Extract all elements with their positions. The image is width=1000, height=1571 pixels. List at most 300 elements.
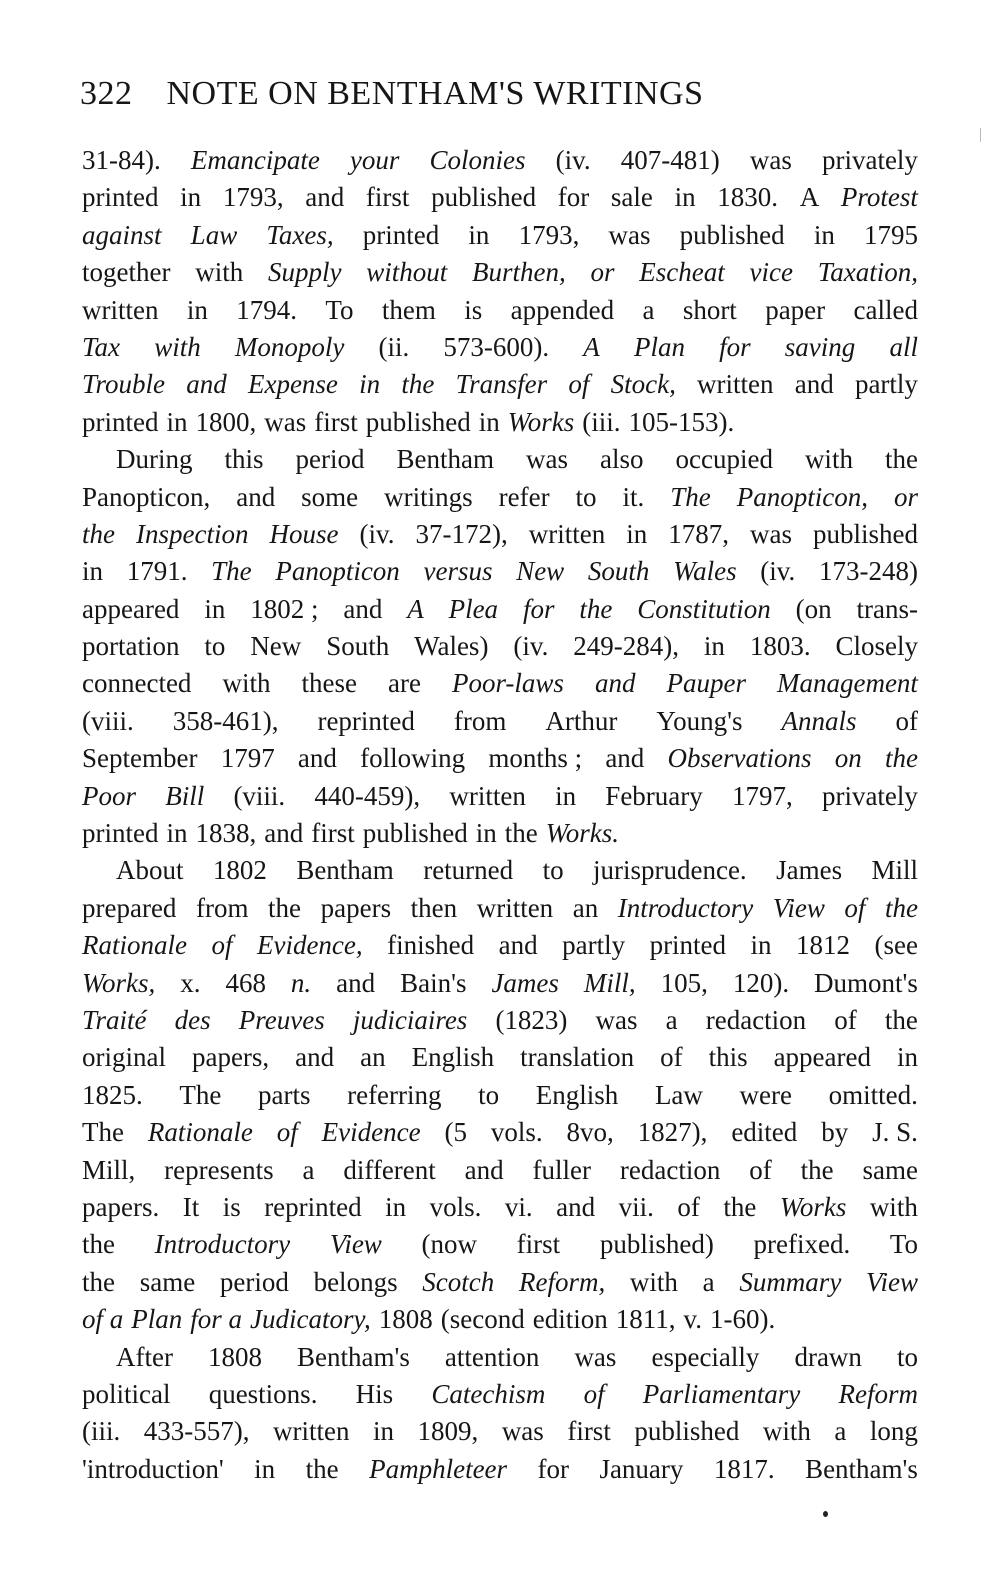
word: also <box>599 444 644 475</box>
text-line <box>82 1301 918 1338</box>
word: was <box>264 406 307 437</box>
word: 1838, <box>195 818 257 849</box>
word: was <box>608 219 651 250</box>
word: published) <box>599 1229 714 1260</box>
word: South <box>326 631 390 662</box>
word: (iii. <box>582 406 621 437</box>
italic-word: in <box>359 369 381 400</box>
word: 1817. <box>713 1453 775 1484</box>
word: (on <box>795 593 832 624</box>
word: then <box>410 892 458 923</box>
word: the <box>305 1453 339 1484</box>
word: Wales) <box>414 631 489 662</box>
word: Bentham's <box>805 1453 918 1484</box>
word: the <box>82 1266 115 1297</box>
word: them <box>381 294 436 325</box>
word: it. <box>622 481 645 512</box>
word: of <box>660 1042 683 1073</box>
word: Bentham's <box>297 1341 410 1372</box>
italic-word: The <box>211 556 252 587</box>
word: and <box>264 818 304 849</box>
italic-word: Plan <box>131 1304 183 1335</box>
word: written <box>82 294 159 325</box>
word: is <box>464 294 483 325</box>
word: Bentham <box>296 855 394 886</box>
word: in <box>703 631 725 662</box>
page-number: 322 <box>80 75 133 112</box>
word: papers <box>320 892 392 923</box>
word: and <box>556 1191 596 1222</box>
italic-word: Wales <box>673 556 737 587</box>
word: and <box>236 481 276 512</box>
text-line <box>82 890 918 927</box>
word: to <box>204 631 226 662</box>
word: and <box>498 930 538 961</box>
word: 31-84). <box>82 145 161 175</box>
italic-word: View <box>866 1266 918 1297</box>
word: vols. <box>490 1117 543 1148</box>
word: a <box>834 1416 847 1447</box>
word: paper <box>765 294 826 325</box>
word: J. S. <box>872 1117 918 1148</box>
word: 37-172), <box>415 518 508 549</box>
word: with <box>869 1191 918 1222</box>
word: September <box>82 743 198 774</box>
word: to <box>542 855 564 886</box>
word: 249-284), <box>573 631 679 662</box>
word: (5 <box>444 1117 467 1148</box>
word: questions. <box>208 1378 318 1409</box>
word: vii. <box>618 1191 654 1222</box>
word: Bentham <box>396 444 494 475</box>
margin-mark <box>980 128 981 142</box>
italic-word: Taxation, <box>817 257 918 288</box>
word: papers. <box>82 1191 160 1222</box>
italic-word: Mill, <box>583 967 636 998</box>
word: written <box>697 369 774 400</box>
word: the <box>723 1191 757 1222</box>
word: During <box>116 444 193 475</box>
word: 1793, <box>222 182 284 213</box>
word: a <box>642 294 655 325</box>
word: 1797 <box>220 743 275 774</box>
italic-word: House <box>269 518 339 549</box>
word: 1803. <box>749 631 811 662</box>
word: in <box>674 182 696 213</box>
word: together <box>82 257 171 288</box>
word: was <box>574 1341 617 1372</box>
word: January <box>599 1453 684 1484</box>
text-line <box>82 142 918 179</box>
word: (iv. <box>513 631 549 662</box>
italic-word: Panopticon, <box>736 481 868 512</box>
page-title: NOTE ON BENTHAM'S WRITINGS <box>166 75 704 112</box>
word: was <box>501 1416 544 1447</box>
italic-word: the <box>884 743 918 774</box>
word: partly <box>562 930 626 961</box>
italic-word: Introductory <box>154 1229 291 1260</box>
word: Closely <box>835 631 918 662</box>
word: 1811, <box>615 1304 676 1335</box>
word: jurisprudence. <box>592 855 747 886</box>
word: prefixed. <box>753 1229 851 1260</box>
italic-word: Tax <box>82 331 121 362</box>
word: in <box>750 930 772 961</box>
word: in <box>166 818 188 849</box>
word: writings <box>384 481 473 512</box>
italic-word: for a <box>190 1304 243 1335</box>
word: redaction <box>705 1004 807 1035</box>
italic-word: Panopticon <box>275 556 400 587</box>
italic-word: against <box>82 219 162 250</box>
word: February <box>605 780 703 811</box>
word: Dumont's <box>814 967 918 998</box>
word: in <box>204 593 226 624</box>
word: papers, <box>191 1042 270 1073</box>
italic-word: of <box>844 892 866 923</box>
word: 1808 <box>208 1341 262 1372</box>
word: (iv. <box>359 518 395 549</box>
word: attention <box>444 1341 540 1372</box>
text-line <box>82 217 918 254</box>
word: reprinted <box>264 1191 362 1222</box>
word: with <box>195 257 244 288</box>
word: 573-600). <box>443 331 550 362</box>
text-line <box>82 665 918 702</box>
italic-word: Poor-laws <box>451 668 564 699</box>
word: of <box>677 1191 700 1222</box>
text-line <box>82 1039 918 1076</box>
text-line <box>82 628 918 665</box>
word: and <box>794 369 834 400</box>
italic-word: des <box>174 1004 211 1035</box>
word: printed <box>649 930 727 961</box>
word: and <box>305 182 345 213</box>
word: written <box>273 1416 350 1447</box>
word: for <box>557 182 590 213</box>
word: partly <box>854 369 918 400</box>
word: written <box>449 780 526 811</box>
italic-word: A <box>407 593 424 624</box>
word: 'introduction' <box>82 1453 224 1484</box>
word: with <box>804 444 853 475</box>
text-line <box>82 927 918 964</box>
word: this <box>708 1042 748 1073</box>
word: this <box>224 444 264 475</box>
word: To <box>889 1229 918 1260</box>
word: (see <box>874 930 918 961</box>
italic-word: n. <box>290 967 312 998</box>
word: in <box>896 1042 918 1073</box>
text-line <box>82 815 918 852</box>
word: x. <box>180 967 201 998</box>
word: (iii. <box>82 1416 121 1447</box>
italic-word: Evidence, <box>256 930 363 961</box>
word: trans- <box>856 593 918 624</box>
word: by <box>821 1117 849 1148</box>
italic-word: of <box>583 1378 605 1409</box>
text-line <box>82 1264 918 1301</box>
word: 1800, <box>195 406 257 437</box>
text-line <box>82 1413 918 1450</box>
word: 105, <box>660 967 708 998</box>
word: referring <box>347 1079 442 1110</box>
word: published <box>362 818 468 849</box>
word: (second <box>440 1304 525 1335</box>
italic-word: and <box>186 369 227 400</box>
text-line <box>82 1376 918 1413</box>
word: and <box>295 1042 335 1073</box>
word: period <box>295 444 365 475</box>
word: printed <box>82 818 159 849</box>
italic-word: Annals <box>781 705 857 736</box>
word: (iv. <box>760 556 796 587</box>
word: and <box>336 967 376 998</box>
word: connected <box>82 668 192 699</box>
word: redaction <box>619 1154 721 1185</box>
word: 1-60). <box>709 1304 776 1335</box>
word: English <box>411 1042 495 1073</box>
italic-word: Emancipate <box>190 145 320 175</box>
word: original <box>82 1042 166 1073</box>
italic-word: or <box>590 257 615 288</box>
word: vi. <box>504 1191 533 1222</box>
word: Young's <box>656 705 743 736</box>
word: 1794. <box>236 294 297 325</box>
word: James <box>776 855 843 886</box>
text-line <box>82 1189 918 1226</box>
word: appeared <box>773 1042 871 1073</box>
italic-word: A <box>583 331 600 362</box>
text-line <box>82 852 918 889</box>
word: first <box>365 182 410 213</box>
word: appended <box>510 294 615 325</box>
italic-word: on <box>834 743 862 774</box>
word: written <box>476 892 554 923</box>
italic-word: and <box>594 668 636 699</box>
word: were <box>739 1079 793 1110</box>
text-line <box>82 404 918 441</box>
word: (iv. <box>555 145 591 175</box>
word: and <box>343 593 383 624</box>
word: 1797, <box>731 780 793 811</box>
italic-word: the <box>579 593 613 624</box>
text-line <box>82 1451 918 1488</box>
italic-word: Expense <box>247 369 338 400</box>
word: from <box>453 705 507 736</box>
word: in <box>385 1191 407 1222</box>
word: months ; <box>488 743 583 774</box>
word: finished <box>387 930 475 961</box>
text-line <box>82 1002 918 1039</box>
word: 433-557), <box>143 1416 250 1447</box>
word: published <box>634 1416 740 1447</box>
word: a <box>302 1154 315 1185</box>
word: same <box>862 1154 918 1185</box>
italic-word: Introductory <box>617 892 754 923</box>
word: short <box>682 294 737 325</box>
italic-word: Judicatory, <box>250 1304 371 1335</box>
word: the <box>884 1004 918 1035</box>
word: with <box>222 668 271 699</box>
italic-word: of <box>568 369 590 400</box>
italic-word: Catechism <box>431 1378 546 1409</box>
word: in <box>555 780 577 811</box>
word: 440-459), <box>314 780 421 811</box>
italic-word: saving <box>784 331 856 362</box>
word: To <box>325 294 354 325</box>
word: of <box>834 1004 857 1035</box>
word: After <box>116 1341 173 1372</box>
running-head <box>80 66 920 122</box>
word: portation <box>82 631 180 662</box>
word: fuller <box>532 1154 592 1185</box>
word: an <box>572 892 599 923</box>
word: Mill <box>871 855 918 886</box>
word: was <box>525 444 568 475</box>
word: printed <box>82 182 159 213</box>
word: and <box>605 743 645 774</box>
word: to <box>896 1341 918 1372</box>
text-line <box>82 740 918 777</box>
italic-word: of a <box>82 1304 124 1335</box>
word: first <box>314 406 358 437</box>
text-line <box>82 479 918 516</box>
word: following <box>360 743 466 774</box>
word: 1795 <box>863 219 918 250</box>
word: Panopticon, <box>82 481 211 512</box>
text-line <box>82 516 918 553</box>
word: these <box>301 668 357 699</box>
text-line <box>82 703 918 740</box>
italic-word: Poor <box>82 780 136 811</box>
word: (viii. <box>82 705 134 736</box>
word: English <box>535 1079 619 1110</box>
body-text <box>82 142 918 1488</box>
italic-word: or <box>893 481 918 512</box>
word: in <box>626 518 648 549</box>
word: 468 <box>225 967 266 998</box>
italic-word: View <box>772 892 825 923</box>
italic-word: Works <box>507 406 575 437</box>
word: some <box>301 481 359 512</box>
word: the <box>82 1229 115 1260</box>
italic-word: Reform, <box>518 1266 606 1297</box>
word: drawn <box>794 1341 862 1372</box>
word: in <box>468 219 490 250</box>
word: edition <box>532 1304 608 1335</box>
italic-word: Escheat <box>639 257 725 288</box>
text-line <box>82 179 918 216</box>
word: was <box>595 1004 638 1035</box>
italic-word: Pamphleteer <box>369 1453 508 1484</box>
word: 8vo, <box>566 1117 614 1148</box>
text-line <box>82 778 918 815</box>
text-line <box>82 366 918 403</box>
italic-word: South <box>587 556 650 587</box>
word: belongs <box>313 1266 398 1297</box>
italic-word: Scotch <box>422 1266 495 1297</box>
text-line <box>82 591 918 628</box>
word: It <box>182 1191 200 1222</box>
italic-word: View <box>329 1229 382 1260</box>
word: 1808 <box>378 1304 433 1335</box>
word: published <box>812 518 918 549</box>
word: in <box>478 406 500 437</box>
italic-word: Reform <box>838 1378 918 1409</box>
word: in <box>180 182 202 213</box>
word: to <box>575 481 597 512</box>
word: with <box>629 1266 678 1297</box>
word: 1827), <box>637 1117 708 1148</box>
word: called <box>853 294 918 325</box>
word: privately <box>821 145 918 175</box>
word: was <box>749 518 792 549</box>
word: The <box>179 1079 222 1110</box>
italic-word: Works. <box>545 818 620 849</box>
word: returned <box>423 855 514 886</box>
word: Bain's <box>400 967 467 998</box>
italic-word: Rationale <box>147 1117 253 1148</box>
italic-word: of <box>276 1117 298 1148</box>
word: Mill, <box>82 1154 136 1185</box>
word: written <box>528 518 606 549</box>
word: especially <box>651 1341 760 1372</box>
word: occupied <box>675 444 773 475</box>
text-line <box>82 965 918 1002</box>
word: parts <box>257 1079 311 1110</box>
italic-word: Transfer <box>455 369 548 400</box>
word: and <box>464 1154 504 1185</box>
italic-word: Observations <box>667 743 812 774</box>
word: different <box>343 1154 436 1185</box>
word: of <box>895 705 918 736</box>
word: sale <box>610 182 653 213</box>
italic-word: Constitution <box>637 593 771 624</box>
word: 105-153). <box>628 406 735 437</box>
word: the <box>884 444 918 475</box>
text-line <box>82 292 918 329</box>
word: with <box>762 1416 811 1447</box>
italic-word: Taxes, <box>266 219 334 250</box>
italic-word: Stock, <box>610 369 676 400</box>
italic-word: with <box>154 331 201 362</box>
text-line <box>82 1339 918 1376</box>
word: 1825. <box>82 1079 143 1110</box>
italic-word: Preuves <box>238 1004 325 1035</box>
italic-word: without <box>366 257 448 288</box>
text-line <box>82 441 918 478</box>
word: in <box>254 1453 276 1484</box>
word: in <box>373 1416 395 1447</box>
word: prepared <box>82 892 177 923</box>
word: printed <box>362 219 440 250</box>
italic-word: Inspection <box>136 518 249 549</box>
word: 407-481) <box>620 145 720 175</box>
word: v. <box>683 1304 702 1335</box>
italic-word: judiciaires <box>352 1004 468 1035</box>
word: (viii. <box>233 780 286 811</box>
word: long <box>869 1416 918 1447</box>
italic-word: Management <box>776 668 918 699</box>
italic-word: Evidence <box>321 1117 421 1148</box>
italic-word: Rationale <box>82 930 187 961</box>
word: is <box>222 1191 241 1222</box>
word: refer <box>498 481 550 512</box>
word: and <box>297 743 337 774</box>
word: the <box>504 818 538 849</box>
word: in <box>186 294 208 325</box>
